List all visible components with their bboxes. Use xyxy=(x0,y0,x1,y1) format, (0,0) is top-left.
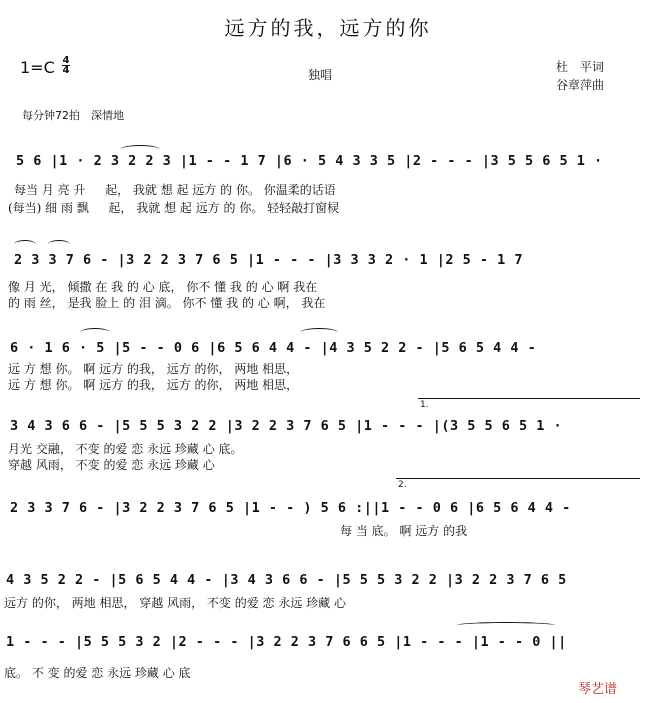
notation-line: 2 3 3 7 6 - |3 2 2 3 7 6 5 |1 - - - |3 3 3 2 · 1 |2 5 - 1 7 xyxy=(14,252,524,268)
tie xyxy=(456,622,556,629)
notation-line: 5 6 |1 · 2 3 2 2 3 |1 - - 1 7 |6 · 5 4 3 3 5 |2 - - - |3 5 5 6 5 1 · xyxy=(16,153,603,169)
lyric-line-2: (每当) 细 雨 飘 起， 我就 想 起 远方 的 你。 轻轻敲打窗棂 xyxy=(8,201,340,215)
composer-credit: 谷章萍曲 xyxy=(556,78,605,92)
volta-2-bracket xyxy=(396,478,640,479)
lyric-line-2: 的 雨 丝， 是我 脸上 的 泪 滴。 你不 懂 我 的 心 啊， 我在 xyxy=(8,296,326,310)
volta-1-bracket xyxy=(418,398,640,399)
performance-type: 独唱 xyxy=(308,68,333,82)
lyric-line-1: 每 当 底。 啊 远方 的我 xyxy=(340,524,468,538)
lyric-line-1: 底。 不 变 的爱 恋 永远 珍藏 心 底 xyxy=(4,666,191,680)
slur xyxy=(80,328,110,337)
notation-line: 2 3 3 7 6 - |3 2 2 3 7 6 5 |1 - - ) 5 6 :||1 - - 0 6 |6 5 6 4 4 - xyxy=(10,500,571,516)
site-logo: 琴艺谱 xyxy=(578,682,618,697)
lyric-line-1: 像 月 光， 倾撒 在 我 的 心 底， 你不 懂 我 的 心 啊 我在 xyxy=(8,280,318,294)
key-signature: 1=C xyxy=(20,58,55,77)
slur xyxy=(300,328,338,337)
lyric-line-1: 月光 交融， 不变 的爱 恋 永远 珍藏 心 底。 xyxy=(8,442,243,456)
time-signature-bottom: 4 xyxy=(62,65,70,76)
song-title: 远方的我，远方的你 xyxy=(224,16,432,40)
volta-1-label: 1. xyxy=(420,400,429,410)
time-signature-top: 4 xyxy=(62,55,70,66)
lyric-line-1: 每当 月 亮 升 起， 我就 想 起 远方 的 你。 你温柔的话语 xyxy=(14,183,336,197)
notation-line: 6 · 1 6 · 5 |5 - - 0 6 |6 5 6 4 4 - |4 3 5 2 2 - |5 6 5 4 4 - xyxy=(10,340,537,356)
slur xyxy=(14,240,36,249)
notation-line: 1 - - - |5 5 5 3 2 |2 - - - |3 2 2 3 7 6 6 5 |1 - - - |1 - - 0 || xyxy=(6,634,567,650)
notation-line: 4 3 5 2 2 - |5 6 5 4 4 - |3 4 3 6 6 - |5 5 5 3 2 2 |3 2 2 3 7 6 5 xyxy=(6,572,567,588)
notation-line: 3 4 3 6 6 - |5 5 5 3 2 2 |3 2 2 3 7 6 5 |1 - - - |(3 5 5 6 5 1 · xyxy=(10,418,563,434)
lyricist-credit: 杜 平词 xyxy=(556,60,605,74)
lyric-line-2: 远 方 想 你。 啊 远方 的我， 远方 的你， 两地 相思， xyxy=(8,378,299,392)
time-signature xyxy=(62,56,70,75)
volta-2-label: 2. xyxy=(398,480,407,490)
slur xyxy=(48,240,70,249)
lyric-line-1: 远 方 想 你。 啊 远方 的我， 远方 的你， 两地 相思， xyxy=(8,362,299,376)
lyric-line-2: 穿越 风雨， 不变 的爱 恋 永远 珍藏 心 xyxy=(8,458,215,472)
tempo-marking: 每分钟72拍 深情地 xyxy=(22,109,124,122)
lyric-line-1: 远方 的你， 两地 相思， 穿越 风雨， 不变 的爱 恋 永远 珍藏 心 xyxy=(4,596,346,610)
